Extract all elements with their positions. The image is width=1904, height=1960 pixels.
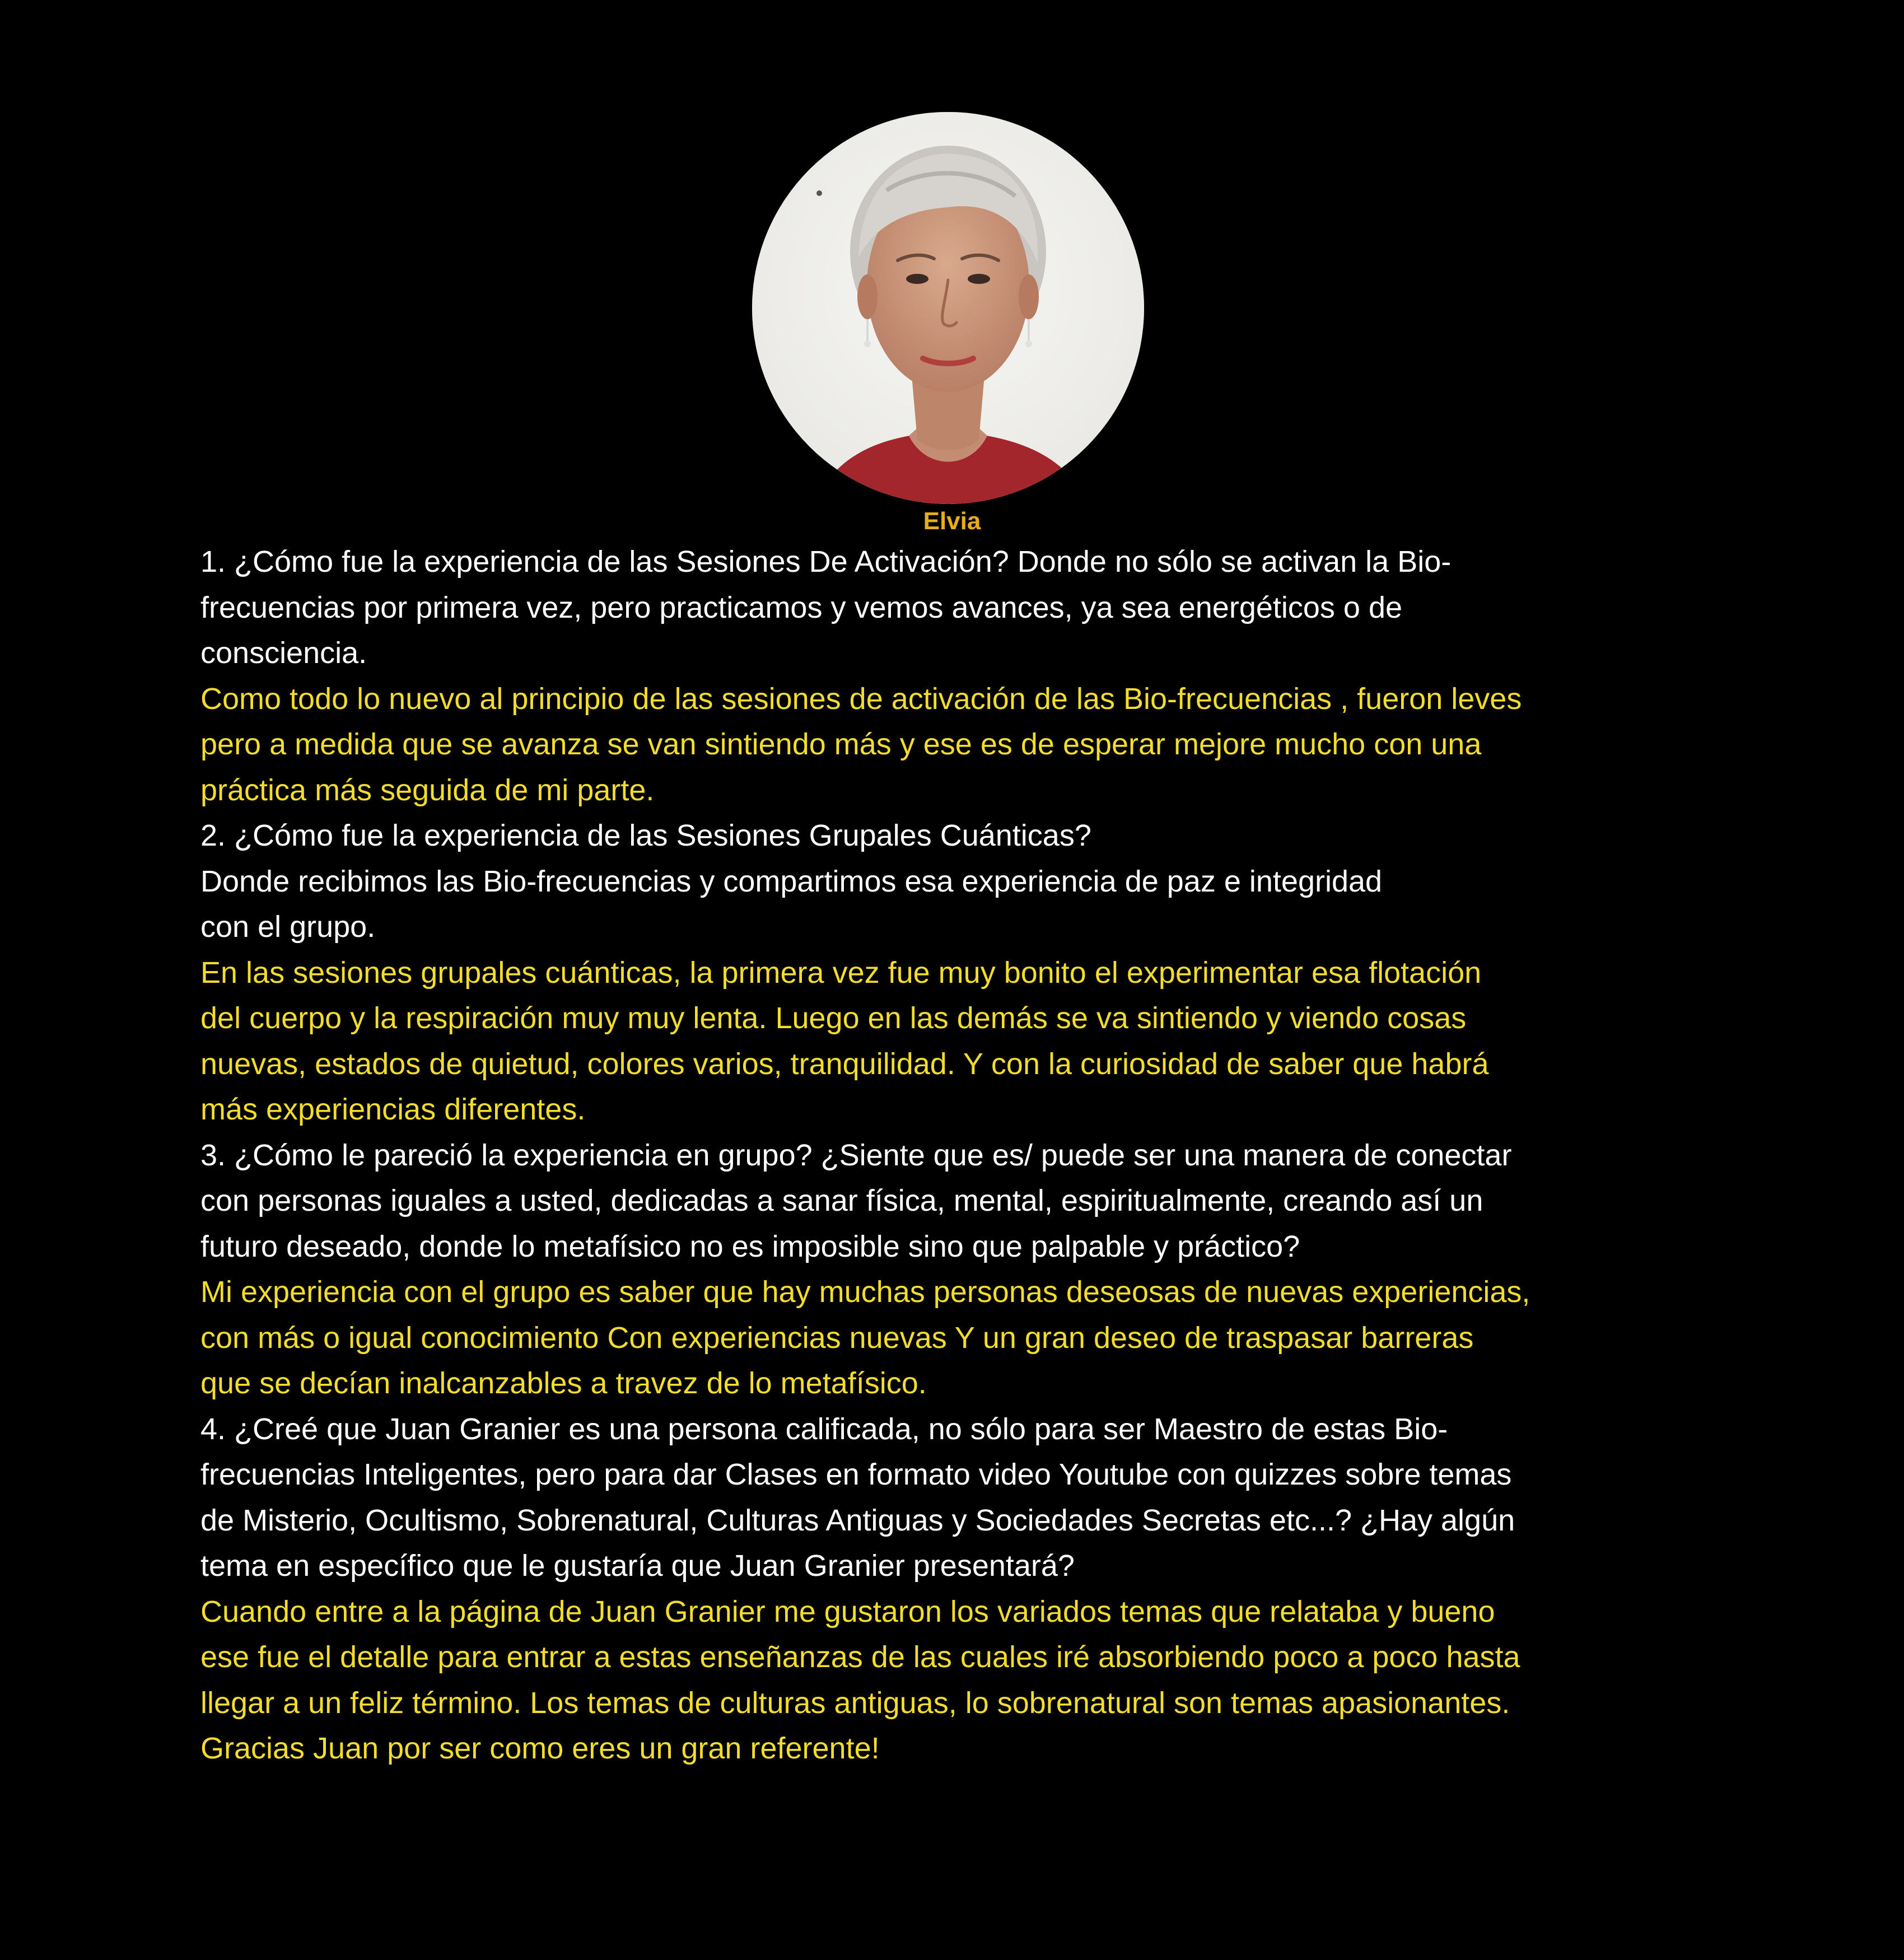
answer-2 [200, 950, 1712, 1133]
answer-line: ese fue el detalle para entrar a estas enseñanzas de las cuales iré absorbiendo poco a poco hasta [200, 1640, 1520, 1674]
answer-line: del cuerpo y la respiración muy muy lenta. Luego en las demás se va sintiendo y viendo cosas [200, 1001, 1467, 1035]
answer-line: Cuando entre a la página de Juan Granier me gustaron los variados temas que relataba y bueno [200, 1594, 1495, 1628]
question-line: de Misterio, Ocultismo, Sobrenatural, Culturas Antiguas y Sociedades Secretas etc...? ¿Hay algún [200, 1503, 1515, 1537]
answer-line: Gracias Juan por ser como eres un gran referente! [200, 1732, 880, 1765]
question-line: con el grupo. [200, 910, 376, 944]
question-line: 4. ¿Creé que Juan Granier es una persona calificada, no sólo para ser Maestro de estas Bio- [200, 1412, 1448, 1446]
answer-line: con más o igual conocimiento Con experiencias nuevas Y un gran deseo de traspasar barreras [200, 1320, 1474, 1355]
answer-line: práctica más seguida de mi parte. [200, 773, 655, 807]
question-line: tema en específico que le gustaría que Juan Granier presentará? [200, 1549, 1075, 1583]
answer-line: llegar a un feliz término. Los temas de culturas antiguas, lo sobrenatural son temas apasionantes. [200, 1686, 1510, 1720]
question-line: 2. ¿Cómo fue la experiencia de las Sesiones Grupales Cuánticas? [200, 819, 1091, 852]
question-line: 1. ¿Cómo fue la experiencia de las Sesiones De Activación? Donde no sólo se activan la Bio- [200, 545, 1452, 578]
portrait-photo [752, 112, 1144, 504]
question-line: consciencia. [200, 636, 367, 670]
answer-line: Como todo lo nuevo al principio de las sesiones de activación de las Bio-frecuencias , fueron leves [200, 682, 1522, 716]
avatar [752, 112, 1144, 504]
answer-line: En las sesiones grupales cuánticas, la primera vez fue muy bonito el experimentar esa flotación [200, 955, 1482, 990]
question-2 [200, 813, 1712, 950]
question-line: con personas iguales a usted, dedicadas a sanar física, mental, espiritualmente, creando así un [200, 1184, 1483, 1217]
question-line: 3. ¿Cómo le pareció la experiencia en grupo? ¿Siente que es/ puede ser una manera de conectar [200, 1138, 1512, 1172]
answer-line: nuevas, estados de quietud, colores varios, tranquilidad. Y con la curiosidad de saber que habrá [200, 1047, 1489, 1081]
question-line: frecuencias por primera vez, pero practicamos y vemos avances, ya sea energéticos o de [200, 590, 1403, 624]
answer-3 [200, 1270, 1712, 1407]
question-line: Donde recibimos las Bio-frecuencias y compartimos esa experiencia de paz e integridad [200, 864, 1383, 898]
answer-line: Mi experiencia con el grupo es saber que hay muchas personas deseosas de nuevas experiencias, [200, 1275, 1530, 1309]
answer-line: que se decían inalcanzables a travez de lo metafísico. [200, 1366, 927, 1400]
answer-line: pero a medida que se avanza se van sintiendo más y ese es de esperar mejore mucho con una [200, 727, 1482, 761]
question-line: futuro deseado, donde lo metafísico no es imposible sino que palpable y práctico? [200, 1229, 1300, 1263]
testimonial-body [200, 539, 1712, 1772]
answer-1 [200, 676, 1712, 814]
answer-line: más experiencias diferentes. [200, 1093, 586, 1126]
question-1 [200, 539, 1712, 676]
question-line: frecuencias Inteligentes, pero para dar Clases en formato video Youtube con quizzes sobre temas [200, 1458, 1512, 1491]
answer-4 [200, 1589, 1712, 1772]
question-4 [200, 1407, 1712, 1589]
person-name: Elvia [923, 507, 981, 535]
question-3 [200, 1133, 1712, 1270]
